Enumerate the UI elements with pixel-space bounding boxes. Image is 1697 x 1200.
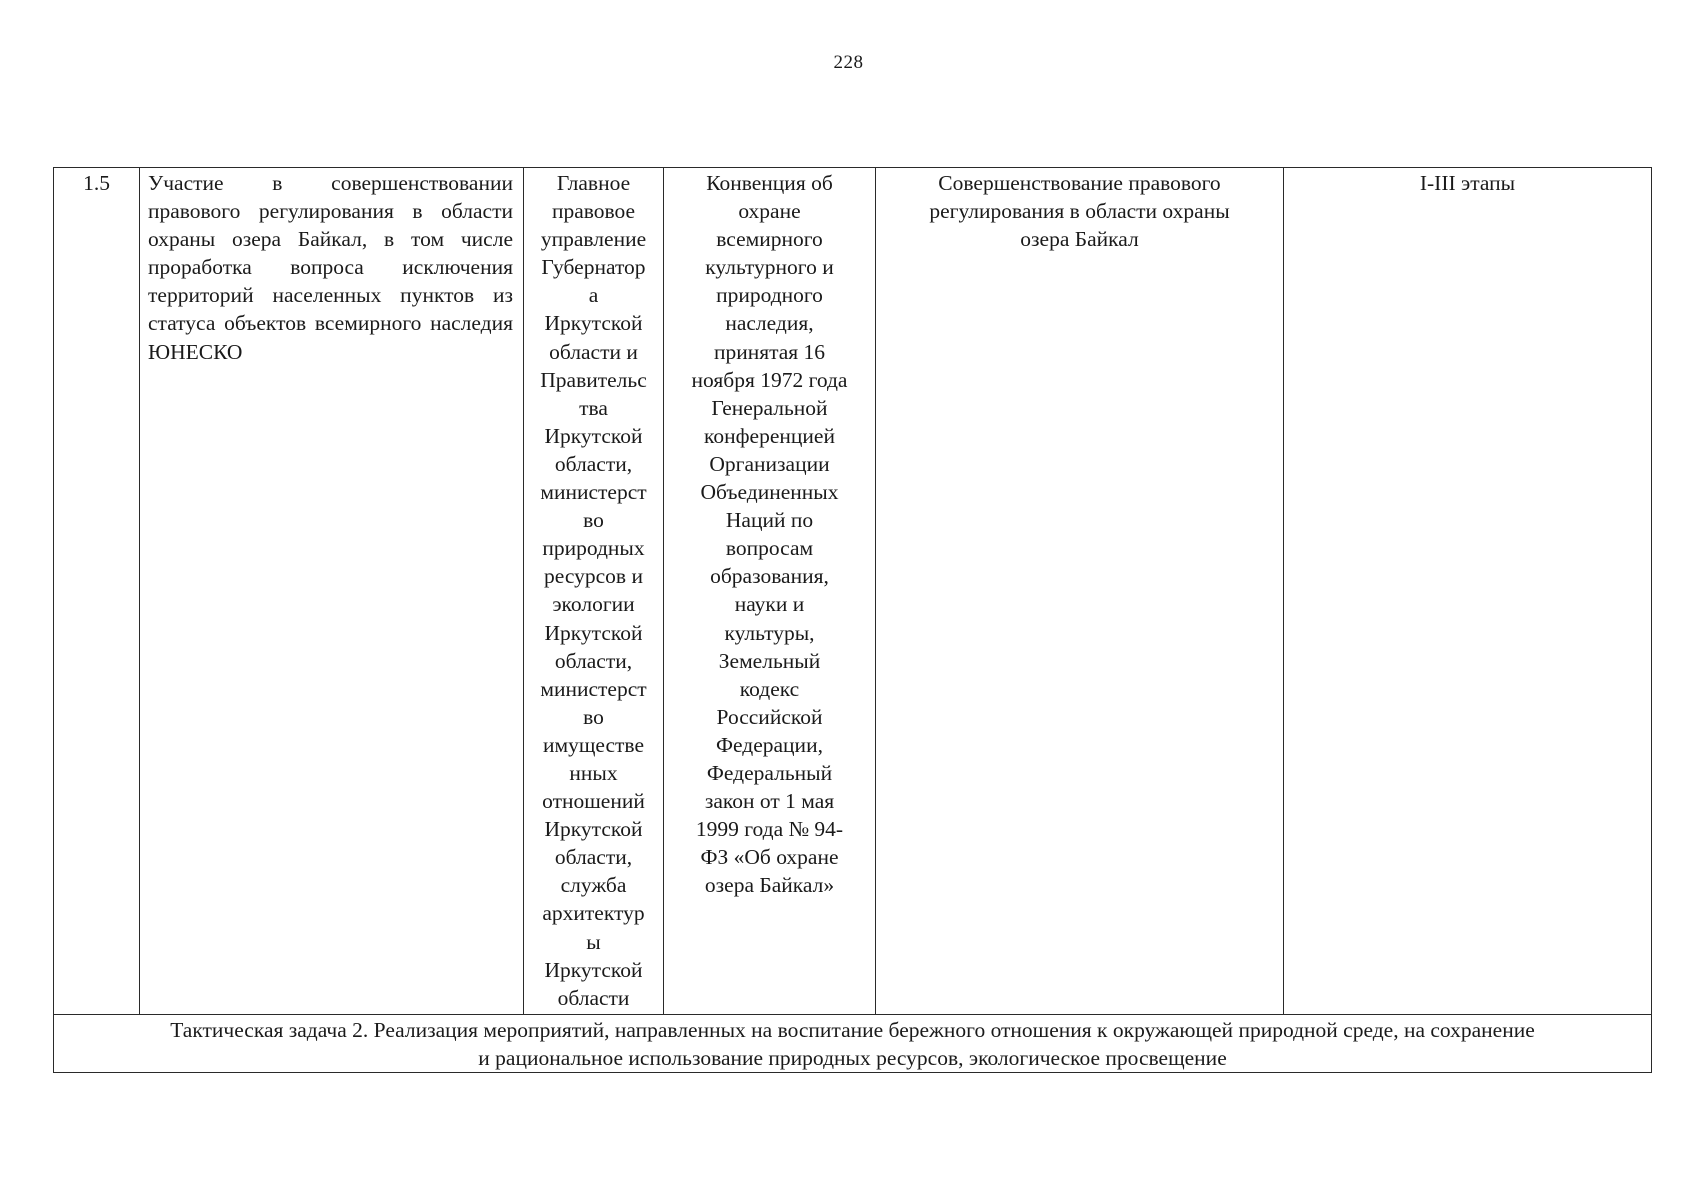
task-row — [54, 1015, 1652, 1073]
task-line-2: и рациональное использование природных ресурсов, экологическое просвещение — [478, 1046, 1227, 1070]
legal-basis-line: озера Байкал» — [704, 873, 835, 898]
measures-table — [53, 167, 1652, 1073]
table-row — [54, 168, 1652, 1015]
responsible-line: министерст — [540, 676, 647, 701]
legal-basis-cell — [664, 168, 876, 1015]
legal-basis-line: кодекс — [739, 676, 800, 701]
legal-basis-line: ноября 1972 года — [691, 367, 848, 392]
legal-basis-line: принятая 16 — [713, 339, 826, 364]
responsible-line: области, — [554, 648, 633, 673]
responsible-line: природных — [542, 536, 645, 561]
event-text: Участие в совершенствовании правового регулирования в области охраны озера Байкал, в том числе проработка вопроса исключения территорий населенных пунктов из статуса объектов всемирного наследия ЮНЕСКО — [148, 171, 513, 364]
responsible-lines — [526, 169, 661, 1012]
legal-basis-line: конференцией — [704, 423, 835, 448]
legal-basis-line: наследия, — [725, 311, 814, 336]
responsible-line: управление — [540, 227, 647, 252]
responsible-line: Иркутской — [544, 957, 643, 982]
legal-basis-lines — [670, 169, 869, 899]
legal-basis-line: Наций по — [725, 508, 814, 533]
responsible-line: нных — [569, 760, 618, 785]
legal-basis-line: ФЗ «Об охране — [700, 845, 839, 870]
legal-basis-line: Земельный — [718, 648, 821, 673]
result-lines — [882, 169, 1277, 253]
page-number: 228 — [833, 52, 864, 73]
legal-basis-line: всемирного — [716, 227, 823, 252]
responsible-line: Главное — [556, 171, 631, 195]
result-line: Совершенствование правового — [938, 171, 1221, 195]
legal-basis-line: Российской — [716, 704, 823, 729]
legal-basis-line: культурного и — [705, 255, 834, 280]
responsible-cell — [524, 168, 664, 1015]
responsible-line: правовое — [551, 199, 636, 224]
stage-cell — [1284, 168, 1652, 1015]
responsible-line: области, — [554, 845, 633, 870]
legal-basis-line: закон от 1 мая — [704, 789, 835, 814]
responsible-line: имуществе — [542, 732, 644, 757]
responsible-line: экологии — [552, 592, 635, 617]
responsible-line: архитектур — [542, 901, 645, 926]
legal-basis-line: природного — [716, 283, 823, 308]
stage-text: I-III этапы — [1419, 171, 1516, 195]
legal-basis-line: культуры, — [724, 620, 815, 645]
event-cell — [140, 168, 524, 1015]
legal-basis-line: Конвенция об — [706, 171, 833, 195]
legal-basis-line: Федеральный — [706, 760, 833, 785]
responsible-line: тва — [579, 395, 608, 420]
responsible-line: области и — [549, 339, 638, 364]
responsible-line: Иркутской — [544, 311, 643, 336]
responsible-line: Правительс — [540, 367, 647, 392]
legal-basis-line: образования, — [710, 564, 829, 589]
row-number: 1.5 — [83, 171, 110, 195]
responsible-line: служба — [560, 873, 627, 898]
row-number-cell — [54, 168, 140, 1015]
responsible-line: Иркутской — [544, 423, 643, 448]
legal-basis-line: 1999 года № 94- — [695, 817, 844, 842]
legal-basis-line: науки и — [734, 592, 805, 617]
responsible-line: а — [588, 283, 599, 308]
responsible-line: Иркутской — [544, 817, 643, 842]
responsible-line: Иркутской — [544, 620, 643, 645]
legal-basis-line: Генеральной — [711, 395, 828, 420]
responsible-line: области — [557, 985, 630, 1010]
legal-basis-line: Федерации, — [716, 732, 823, 757]
responsible-line: во — [583, 704, 604, 729]
legal-basis-line: Объединенных — [700, 480, 839, 505]
responsible-line: области, — [554, 451, 633, 476]
legal-basis-line: вопросам — [725, 536, 814, 561]
legal-basis-line: Организации — [709, 451, 830, 476]
responsible-line: ы — [586, 929, 601, 954]
responsible-line: Губернатор — [541, 255, 646, 280]
responsible-line: во — [583, 508, 604, 533]
legal-basis-line: охране — [738, 199, 801, 224]
task-cell — [54, 1015, 1652, 1073]
responsible-line: ресурсов и — [544, 564, 643, 589]
task-line-1: Тактическая задача 2. Реализация мероприятий, направленных на воспитание бережного отношения к окружающей природной среде, на сохранение — [170, 1018, 1535, 1042]
responsible-line: министерст — [540, 480, 647, 505]
responsible-line: отношений — [542, 789, 645, 814]
result-cell — [876, 168, 1284, 1015]
result-line: регулирования в области охраны — [929, 199, 1230, 224]
result-line: озера Байкал — [1020, 227, 1139, 252]
